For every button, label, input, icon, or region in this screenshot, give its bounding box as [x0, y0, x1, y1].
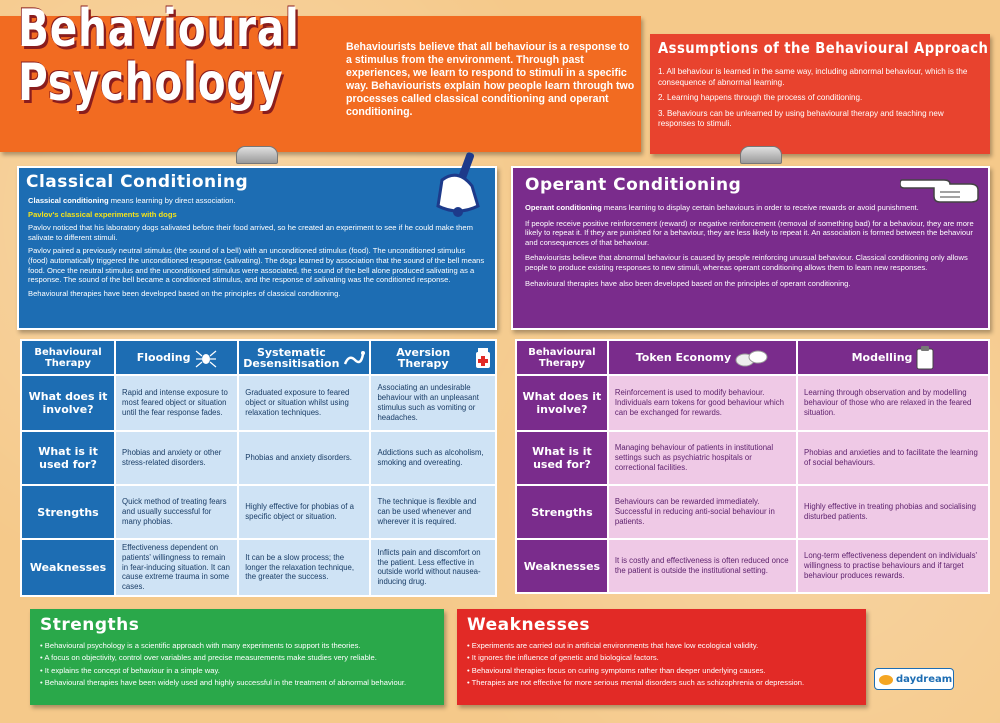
table-cell: Quick method of treating fears and usually successful for many phobias.	[115, 485, 238, 539]
column-label: Modelling	[851, 351, 913, 364]
table-cell: Learning through observation and by modelling behaviour of those who are relaxed in the feared situation.	[797, 375, 989, 431]
column-label: Flooding	[136, 351, 191, 364]
table-cell: The technique is flexible and can be used whenever and wherever it is required.	[370, 485, 496, 539]
row-header-weaknesses: Weaknesses	[21, 539, 115, 596]
row-header-used-for: What is it used for?	[516, 431, 608, 485]
table-cell: Inflicts pain and discomfort on the patient. Less effective in outside world without nausea-inducing drug.	[370, 539, 496, 596]
classical-definition	[28, 196, 486, 206]
operant-definition	[525, 203, 976, 213]
assumption-item: 3. Behaviours can be unlearned by using behavioural therapy and teaching new responses to stimuli.	[658, 108, 944, 128]
column-header-systematic-desensitisation	[238, 340, 370, 375]
cloud-icon	[879, 673, 893, 685]
behavioural-therapy-table-left	[20, 339, 497, 597]
table-cell: Graduated exposure to feared object or situation whilst using relaxation techniques.	[238, 375, 370, 431]
column-label: Aversion Therapy	[396, 345, 451, 370]
classical-paragraph: Pavlov noticed that his laboratory dogs salivated before their food arrived, so he created an experiment to see if he could make them salivate to different stimuli.	[28, 223, 473, 242]
row-header-used-for: What is it used for?	[21, 431, 115, 485]
table-cell: Effectiveness dependent on patients' willingness to remain in fear-inducing situation. It can cause extreme trauma in some cases.	[115, 539, 238, 596]
bell-icon	[428, 150, 488, 222]
table-cell: Rapid and intense exposure to most feared object or situation until the fear response fades.	[115, 375, 238, 431]
column-label: Token Economy	[635, 351, 732, 364]
column-label: Systematic Desensitisation	[243, 345, 340, 370]
strengths-list	[40, 641, 434, 688]
list-item: • Behavioural psychology is a scientific approach with many experiments to support its theories.	[40, 641, 434, 650]
spider-icon	[195, 348, 217, 368]
strengths-heading: Strengths	[40, 615, 140, 635]
operant-def-rest: means learning to display certain behaviours in order to receive rewards or avoid punishment.	[601, 203, 919, 212]
classical-conditioning-panel	[17, 166, 497, 330]
weaknesses-heading: Weaknesses	[467, 615, 590, 635]
classical-term: Classical conditioning	[28, 196, 109, 205]
table-corner-label: Behavioural Therapy	[21, 340, 115, 375]
logo-text: daydream	[896, 673, 953, 685]
column-header-aversion-therapy	[370, 340, 496, 375]
table-cell: Behaviours can be rewarded immediately. Successful in reducing anti-social behaviour in patients.	[608, 485, 797, 539]
paperclip-icon	[236, 146, 278, 164]
list-item: • Therapies are not effective for more serious mental disorders such as schizophrenia or depression.	[467, 678, 856, 687]
classical-subheading: Pavlov's classical experiments with dogs	[28, 209, 177, 219]
table-cell: Long-term effectiveness dependent on individuals' willingness to practise behaviours and if target behaviour produces rewards.	[797, 539, 989, 593]
title-line-1: Behavioural	[18, 0, 300, 59]
strengths-panel	[30, 609, 444, 705]
table-cell: Highly effective in treating phobias and socialising disturbed patients.	[797, 485, 989, 539]
table-cell: It can be a slow process; the longer the relaxation technique, the greater the success.	[238, 539, 370, 596]
assumption-item: 2. Learning happens through the process of conditioning.	[658, 93, 863, 102]
row-header-weaknesses: Weaknesses	[516, 539, 608, 593]
daydream-logo	[874, 668, 954, 690]
operant-paragraph: If people receive positive reinforcement (reward) or negative reinforcement (removal of something bad) for a behaviour, they are more likely to repeat it. If they are punished for a behaviour, they are less likely to repeat it. An association is formed between the behaviour and consequences of that behaviour.	[525, 218, 974, 247]
column-header-token-economy	[608, 340, 797, 375]
clipboard-icon	[916, 346, 934, 370]
column-header-flooding	[115, 340, 238, 375]
table-cell: Addictions such as alcoholism, smoking and overeating.	[370, 431, 496, 485]
operant-heading: Operant Conditioning	[525, 175, 742, 195]
list-item: • Behavioural therapies focus on curing symptoms rather than deeper underlying causes.	[467, 666, 856, 675]
table-cell: Highly effective for phobias of a specific object or situation.	[238, 485, 370, 539]
page-title	[18, 0, 300, 113]
behavioural-therapy-table-right	[515, 339, 990, 594]
operant-paragraph: Behaviourists believe that abnormal behaviour is caused by people reinforcing unusual behaviour. Classical conditioning only allows people to produce existing responses to new stimuli, whereas operant conditioning allows them to learn new responses.	[525, 253, 968, 272]
column-header-modelling	[797, 340, 989, 375]
paperclip-icon	[740, 146, 782, 164]
list-item: • Behavioural therapies have been widely used and highly successful in the treatment of abnormal behaviour.	[40, 678, 434, 687]
operant-term: Operant conditioning	[525, 203, 602, 212]
table-cell: Phobias and anxiety disorders.	[238, 431, 370, 485]
coins-icon	[735, 348, 769, 368]
medicine-icon	[475, 348, 491, 368]
assumptions-list	[658, 67, 982, 130]
list-item: • It explains the concept of behaviour in a simple way.	[40, 666, 434, 675]
list-item: • It ignores the influence of genetic and biological factors.	[467, 653, 856, 662]
assumption-item: 1. All behaviour is learned in the same way, including abnormal behaviour, which is the consequence of abnormal learning.	[658, 67, 968, 87]
table-cell: Associating an undesirable behaviour with an unpleasant stimulus such as vomiting or headaches.	[370, 375, 496, 431]
assumptions-panel	[650, 34, 990, 154]
classical-paragraph: Behavioural therapies have been developed based on the principles of classical conditioning.	[28, 288, 341, 298]
title-line-2: Psychology	[18, 53, 284, 113]
table-cell: Phobias and anxieties and to facilitate the learning of social behaviours.	[797, 431, 989, 485]
intro-text: Behaviourists believe that all behaviour is a response to a stimulus from the environment. Through past experiences, we learn to respond to stimuli in a specific way. Behaviourists explain how people learn through two processes called classical conditioning and operant conditioning.	[346, 41, 635, 118]
table-cell: It is costly and effectiveness is often reduced once the patient is outside the institutional setting.	[608, 539, 797, 593]
assumptions-heading: Assumptions of the Behavioural Approach	[658, 39, 989, 57]
classical-def-rest: means learning by direct association.	[108, 196, 236, 205]
snake-icon	[343, 348, 365, 368]
row-header-involve: What does it involve?	[21, 375, 115, 431]
classical-paragraph: Pavlov paired a previously neutral stimulus (the sound of a bell) with an unconditioned stimulus (food). The unconditioned stimulus (food) automatically triggered the unconditioned response (salivating). The dogs learned by association that the sound of the bell means food. Once the neutral stimulus and the unconditioned stimulus were associated, the sound of the bell alone produced salivating as a response. The sound of the bell became a conditioned stimulus, and the response of salivating was the conditioned response.	[28, 246, 485, 285]
table-corner-label: Behavioural Therapy	[516, 340, 608, 375]
classical-heading: Classical Conditioning	[26, 172, 249, 192]
pointing-hand-icon	[900, 172, 980, 204]
table-cell: Reinforcement is used to modify behaviour. Individuals earn tokens for good behaviour which can be exchanged for rewards.	[608, 375, 797, 431]
row-header-strengths: Strengths	[516, 485, 608, 539]
list-item: • A focus on objectivity, control over variables and precise measurements make studies very reliable.	[40, 653, 434, 662]
operant-paragraph: Behavioural therapies have also been developed based on the principles of operant conditioning.	[525, 278, 851, 288]
row-header-involve: What does it involve?	[516, 375, 608, 431]
list-item: • Experiments are carried out in artificial environments that have low ecological validity.	[467, 641, 856, 650]
weaknesses-panel	[457, 609, 866, 705]
table-cell: Phobias and anxiety or other stress-related disorders.	[115, 431, 238, 485]
weaknesses-list	[467, 641, 856, 688]
row-header-strengths: Strengths	[21, 485, 115, 539]
table-cell: Managing behaviour of patients in institutional settings such as psychiatric hospitals or correctional facilities.	[608, 431, 797, 485]
